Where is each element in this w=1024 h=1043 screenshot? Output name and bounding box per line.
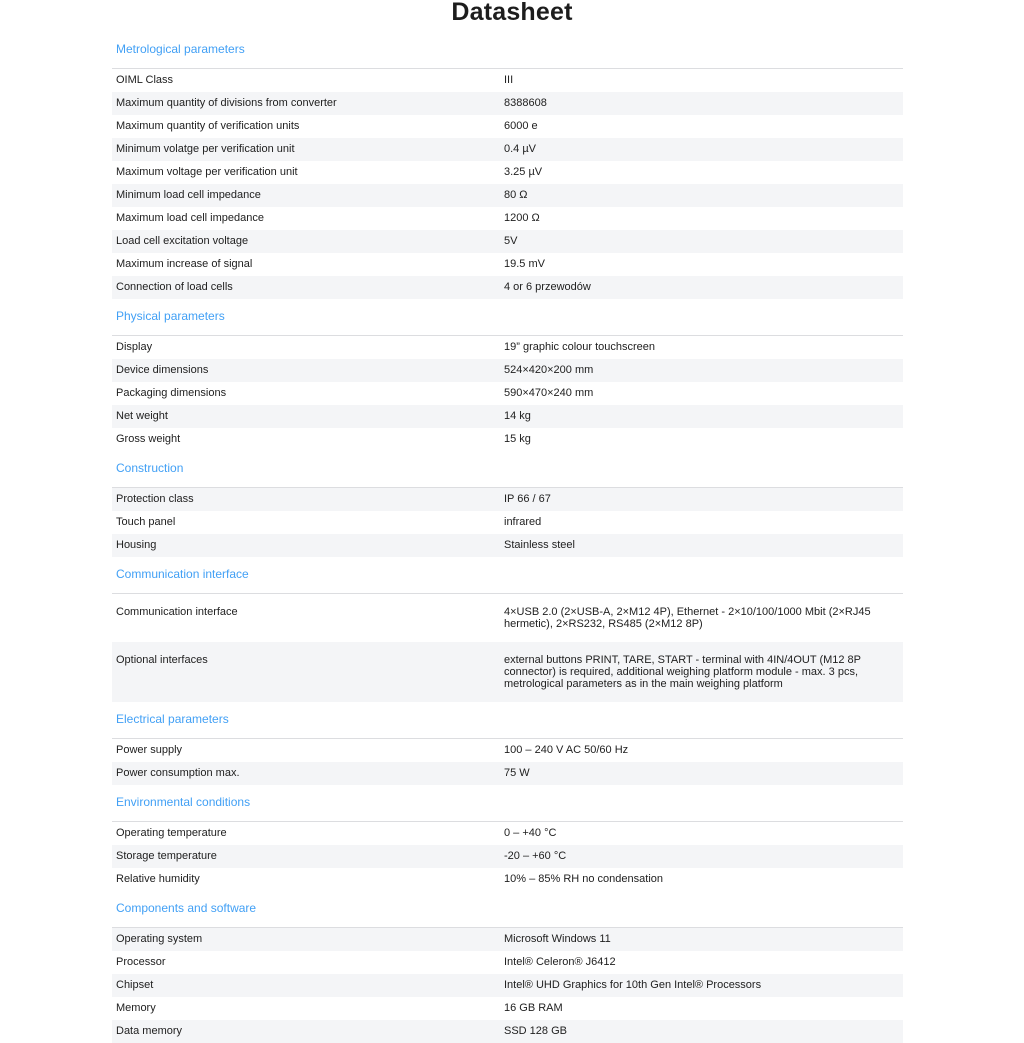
section-heading: Metrological parameters bbox=[116, 42, 245, 56]
param-label: Packaging dimensions bbox=[116, 387, 227, 399]
datasheet bbox=[112, 42, 903, 1043]
param-value: IP 66 / 67 bbox=[504, 493, 551, 505]
section-heading: Electrical parameters bbox=[116, 712, 229, 726]
table-row bbox=[112, 739, 903, 762]
param-value: 6000 e bbox=[504, 120, 538, 132]
param-value: 4 or 6 przewodów bbox=[504, 281, 591, 293]
param-label: Power consumption max. bbox=[116, 767, 240, 779]
param-label: Data memory bbox=[116, 1025, 183, 1037]
section bbox=[112, 901, 903, 1043]
table-row bbox=[112, 511, 903, 534]
table-row bbox=[112, 488, 903, 511]
param-value: 19” graphic colour touchscreen bbox=[504, 341, 656, 353]
param-label: Minimum load cell impedance bbox=[116, 189, 261, 201]
section bbox=[112, 309, 903, 451]
param-label: Maximum voltage per verification unit bbox=[116, 166, 298, 178]
param-label: Maximum quantity of verification units bbox=[116, 120, 300, 132]
table-row bbox=[112, 69, 903, 92]
param-label: Operating system bbox=[116, 933, 203, 945]
section-heading: Environmental conditions bbox=[116, 795, 251, 809]
table-row bbox=[112, 382, 903, 405]
param-value: Intel® UHD Graphics for 10th Gen Intel® Processors bbox=[504, 979, 762, 991]
sections-container bbox=[112, 42, 903, 1043]
table-row bbox=[112, 359, 903, 382]
param-value: 1200 Ω bbox=[504, 212, 540, 224]
param-value: 15 kg bbox=[504, 433, 531, 445]
param-label: Connection of load cells bbox=[116, 281, 233, 293]
section bbox=[112, 567, 903, 702]
param-value: 0 – +40 °C bbox=[504, 827, 557, 839]
table-row bbox=[112, 868, 903, 891]
section bbox=[112, 712, 903, 785]
param-value: Microsoft Windows 11 bbox=[504, 933, 611, 945]
param-label: Storage temperature bbox=[116, 850, 217, 862]
param-label: Optional interfaces bbox=[116, 654, 208, 666]
section bbox=[112, 461, 903, 557]
section bbox=[112, 795, 903, 891]
param-value: 524×420×200 mm bbox=[504, 364, 594, 376]
table-row bbox=[112, 845, 903, 868]
param-value: III bbox=[504, 74, 514, 86]
spec-table bbox=[112, 821, 903, 891]
param-label: Relative humidity bbox=[116, 873, 200, 885]
param-label: Minimum volatge per verification unit bbox=[116, 143, 295, 155]
param-value: 16 GB RAM bbox=[504, 1002, 563, 1014]
param-label: Chipset bbox=[116, 979, 154, 991]
table-row bbox=[112, 405, 903, 428]
param-label: Maximum increase of signal bbox=[116, 258, 253, 270]
section-heading: Communication interface bbox=[116, 567, 249, 581]
param-label: Processor bbox=[116, 956, 166, 968]
table-row bbox=[112, 161, 903, 184]
param-value: 5V bbox=[504, 235, 518, 247]
table-row bbox=[112, 428, 903, 451]
section bbox=[112, 42, 903, 299]
spec-table bbox=[112, 593, 903, 702]
param-label: Maximum load cell impedance bbox=[116, 212, 264, 224]
table-row bbox=[112, 207, 903, 230]
section-heading: Physical parameters bbox=[116, 309, 225, 323]
table-row bbox=[112, 138, 903, 161]
table-row bbox=[112, 974, 903, 997]
param-value: 19.5 mV bbox=[504, 258, 545, 270]
spec-table bbox=[112, 68, 903, 299]
param-value: 4×USB 2.0 (2×USB-A, 2×M12 4P), Ethernet - 2×10/100/1000 Mbit (2×RJ45 hermetic), 2×RS232, RS485 (2×M12 8P) bbox=[504, 606, 871, 630]
param-label: Gross weight bbox=[116, 433, 181, 445]
param-value: 0.4 µV bbox=[504, 143, 537, 155]
table-row bbox=[112, 230, 903, 253]
param-label: Operating temperature bbox=[116, 827, 227, 839]
table-row bbox=[112, 115, 903, 138]
table-row bbox=[112, 642, 903, 702]
param-value: 3.25 µV bbox=[504, 166, 543, 178]
param-value: 10% – 85% RH no condensation bbox=[504, 873, 663, 885]
param-label: Power supply bbox=[116, 744, 183, 756]
spec-table bbox=[112, 927, 903, 1043]
param-value: 14 kg bbox=[504, 410, 531, 422]
table-row bbox=[112, 762, 903, 785]
param-value: 590×470×240 mm bbox=[504, 387, 594, 399]
table-row bbox=[112, 594, 903, 642]
param-value: external buttons PRINT, TARE, START - terminal with 4IN/4OUT (M12 8P connector) is required, additional weighing platform module - max. 3 pcs, metrological parameters as in the main weighing platform bbox=[504, 654, 861, 690]
table-row bbox=[112, 184, 903, 207]
table-row bbox=[112, 253, 903, 276]
param-label: Device dimensions bbox=[116, 364, 209, 376]
spec-table bbox=[112, 487, 903, 557]
table-row bbox=[112, 951, 903, 974]
param-value: Intel® Celeron® J6412 bbox=[504, 956, 616, 968]
param-label: Touch panel bbox=[116, 516, 176, 528]
table-row bbox=[112, 92, 903, 115]
param-label: Net weight bbox=[116, 410, 168, 422]
param-value: -20 – +60 °C bbox=[504, 850, 567, 862]
param-value: SSD 128 GB bbox=[504, 1025, 567, 1037]
param-value: 100 – 240 V AC 50/60 Hz bbox=[504, 744, 629, 756]
param-value: 80 Ω bbox=[504, 189, 528, 201]
param-value: 75 W bbox=[504, 767, 530, 779]
param-value: infrared bbox=[504, 516, 542, 528]
spec-table bbox=[112, 335, 903, 451]
param-label: Housing bbox=[116, 539, 157, 551]
spec-table bbox=[112, 738, 903, 785]
param-label: OIML Class bbox=[116, 74, 174, 86]
table-row bbox=[112, 1020, 903, 1043]
param-label: Maximum quantity of divisions from converter bbox=[116, 97, 337, 109]
section-heading: Construction bbox=[116, 461, 184, 475]
param-value: Stainless steel bbox=[504, 539, 575, 551]
table-row bbox=[112, 928, 903, 951]
section-heading: Components and software bbox=[116, 901, 257, 915]
table-row bbox=[112, 534, 903, 557]
param-label: Display bbox=[116, 341, 153, 353]
page-title: Datasheet bbox=[451, 0, 573, 26]
param-label: Communication interface bbox=[116, 606, 238, 618]
table-row bbox=[112, 997, 903, 1020]
param-label: Memory bbox=[116, 1002, 156, 1014]
param-label: Protection class bbox=[116, 493, 194, 505]
table-row bbox=[112, 276, 903, 299]
param-label: Load cell excitation voltage bbox=[116, 235, 249, 247]
table-row bbox=[112, 822, 903, 845]
table-row bbox=[112, 336, 903, 359]
param-value: 8388608 bbox=[504, 97, 547, 109]
